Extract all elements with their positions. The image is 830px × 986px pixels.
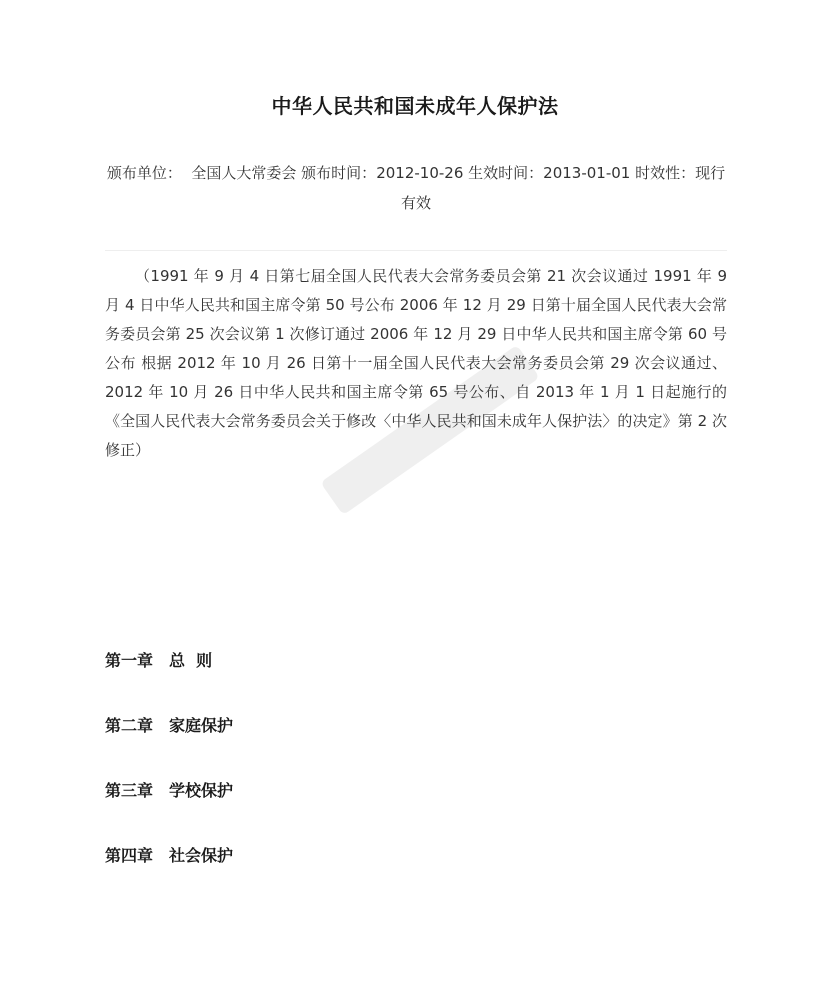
chapter-heading-4: 第四章 社会保护 xyxy=(105,846,234,865)
chapter-heading-1: 第一章 总 则 xyxy=(105,651,213,670)
chapter-heading-3: 第三章 学校保护 xyxy=(105,781,234,800)
divider xyxy=(105,250,727,251)
issue-date-value: 2012-10-26 xyxy=(376,164,464,182)
chapter-heading-2: 第二章 家庭保护 xyxy=(105,716,234,735)
document-title: 中华人民共和国未成年人保护法 xyxy=(271,94,559,118)
validity-label: 时效性： xyxy=(635,164,696,182)
validity-value: 现行有效 xyxy=(400,164,726,212)
issuer-value: 全国人大常委会 xyxy=(191,164,297,182)
issue-date-label: 颁布时间： xyxy=(301,164,377,182)
effective-date-value: 2013-01-01 xyxy=(543,164,631,182)
effective-date-label: 生效时间： xyxy=(468,164,544,182)
issuer-label: 颁布单位： xyxy=(106,164,182,182)
document-meta xyxy=(105,158,727,218)
preamble-paragraph: （1991 年 9 月 4 日第七届全国人民代表大会常务委员会第 21 次会议通过 1991 年 9 月 4 日中华人民共和国主席令第 50 号公布 2006 年 12 月 29 日第十届全国人民代表大会常务委员会第 25 次会议第 1 次修订通过 2006 年 12 月 29 日中华人民共和国主席令第 60 号公布 根据 2012 年 10 月 26 日第十一届全国人民代表大会常务委员会第 29 次会议通过、2012 年 10 月 26 日中华人民共和国主席令第 65 号公布、自 2013 年 1 月 1 日起施行的《全国人民代表大会常务委员会关于修改〈中华人民共和国未成年人保护法〉的决定》第 2 次修正） xyxy=(105,267,727,459)
